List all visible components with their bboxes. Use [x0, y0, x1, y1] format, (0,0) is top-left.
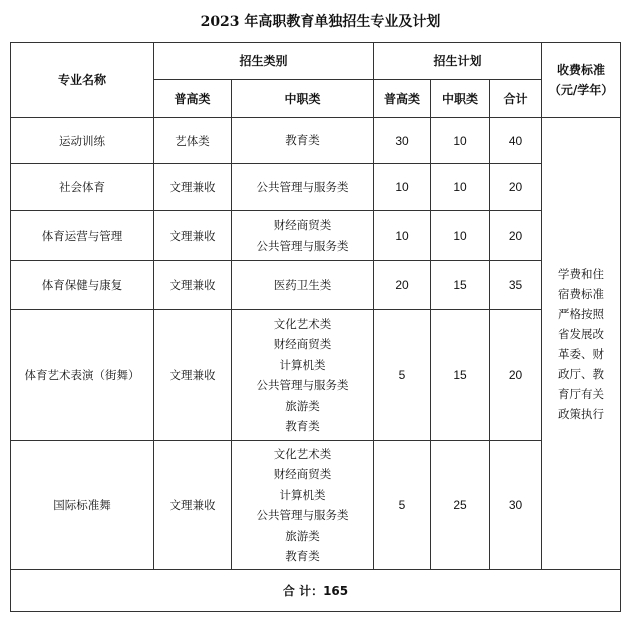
- table-row: [11, 310, 621, 441]
- header-fee-line1: 收费标准: [557, 63, 606, 77]
- plan-total-count: 40: [490, 118, 542, 164]
- zhongzhi-type: 教育类: [285, 549, 320, 563]
- zhongzhi-types: [232, 164, 374, 211]
- plan-pugao-count: 10: [374, 211, 431, 261]
- total-row: [11, 570, 621, 612]
- header-plan-pugao: 普高类: [374, 80, 431, 118]
- plan-zhongzhi-count: 15: [431, 310, 490, 441]
- zhongzhi-type: 教育类: [285, 419, 320, 433]
- plan-zhongzhi-count: 10: [431, 164, 490, 211]
- zhongzhi-types: [232, 261, 374, 310]
- pugao-type: 文理兼收: [154, 310, 232, 441]
- zhongzhi-type: 医药卫生类: [273, 277, 332, 292]
- table-row: [11, 164, 621, 211]
- plan-pugao-count: 20: [374, 261, 431, 310]
- zhongzhi-type: 财经商贸类: [273, 337, 332, 351]
- plan-zhongzhi-count: 15: [431, 261, 490, 310]
- table-row: [11, 441, 621, 570]
- plan-total-count: 35: [490, 261, 542, 310]
- grand-total: 合 计：165: [11, 570, 621, 612]
- table-row: [11, 118, 621, 164]
- zhongzhi-type: 旅游类: [285, 398, 320, 413]
- plan-total-count: 20: [490, 164, 542, 211]
- major-name: 运动训练: [11, 118, 154, 164]
- zhongzhi-types: [232, 211, 374, 261]
- major-name: 体育保健与康复: [11, 261, 154, 310]
- major-name: 体育运营与管理: [11, 211, 154, 261]
- pugao-type: 文理兼收: [154, 261, 232, 310]
- major-name: 社会体育: [11, 164, 154, 211]
- document-title: 2023 年高职教育单独招生专业及计划: [200, 14, 441, 30]
- plan-pugao-count: 5: [374, 441, 431, 570]
- header-category: 招生类别: [154, 43, 374, 80]
- zhongzhi-types: [232, 441, 374, 570]
- table-row: [11, 261, 621, 310]
- plan-total-count: 20: [490, 211, 542, 261]
- plan-pugao-count: 10: [374, 164, 431, 211]
- plan-zhongzhi-count: 25: [431, 441, 490, 570]
- zhongzhi-type: 计算机类: [279, 357, 326, 372]
- header-category-zhongzhi: 中职类: [232, 80, 374, 118]
- pugao-type: 艺体类: [154, 118, 232, 164]
- zhongzhi-type: 计算机类: [279, 487, 326, 502]
- zhongzhi-type: 公共管理与服务类: [256, 179, 349, 194]
- zhongzhi-type: 文化艺术类: [273, 446, 332, 461]
- plan-zhongzhi-count: 10: [431, 118, 490, 164]
- plan-pugao-count: 30: [374, 118, 431, 164]
- zhongzhi-type: 旅游类: [285, 528, 320, 543]
- zhongzhi-type: 财经商贸类: [273, 218, 332, 232]
- major-name: 体育艺术表演（街舞）: [11, 310, 154, 441]
- plan-pugao-count: 5: [374, 310, 431, 441]
- plan-zhongzhi-count: 10: [431, 211, 490, 261]
- pugao-type: 文理兼收: [154, 441, 232, 570]
- major-name: 国际标准舞: [11, 441, 154, 570]
- header-major: 专业名称: [11, 43, 154, 118]
- header-plan: 招生计划: [374, 43, 542, 80]
- header-fee-line2: （元/学年）: [548, 83, 614, 97]
- pugao-type: 文理兼收: [154, 164, 232, 211]
- plan-total-count: 30: [490, 441, 542, 570]
- zhongzhi-type: 财经商贸类: [273, 467, 332, 481]
- zhongzhi-type: 文化艺术类: [273, 316, 332, 331]
- header-fee: [542, 43, 621, 118]
- zhongzhi-type: 教育类: [285, 133, 320, 148]
- zhongzhi-type: 公共管理与服务类: [256, 238, 349, 253]
- zhongzhi-types: [232, 118, 374, 164]
- plan-total-count: 20: [490, 310, 542, 441]
- header-category-pugao: 普高类: [154, 80, 232, 118]
- table-row: [11, 211, 621, 261]
- pugao-type: 文理兼收: [154, 211, 232, 261]
- zhongzhi-types: [232, 310, 374, 441]
- header-plan-zhongzhi: 中职类: [431, 80, 490, 118]
- header-plan-total: 合计: [490, 80, 542, 118]
- enrollment-plan-table: [10, 42, 621, 612]
- zhongzhi-type: 公共管理与服务类: [256, 508, 349, 522]
- fee-note: 学费和住宿费标准严格按照省发展改革委、财政厅、教育厅有关政策执行: [542, 118, 621, 570]
- zhongzhi-type: 公共管理与服务类: [256, 378, 349, 392]
